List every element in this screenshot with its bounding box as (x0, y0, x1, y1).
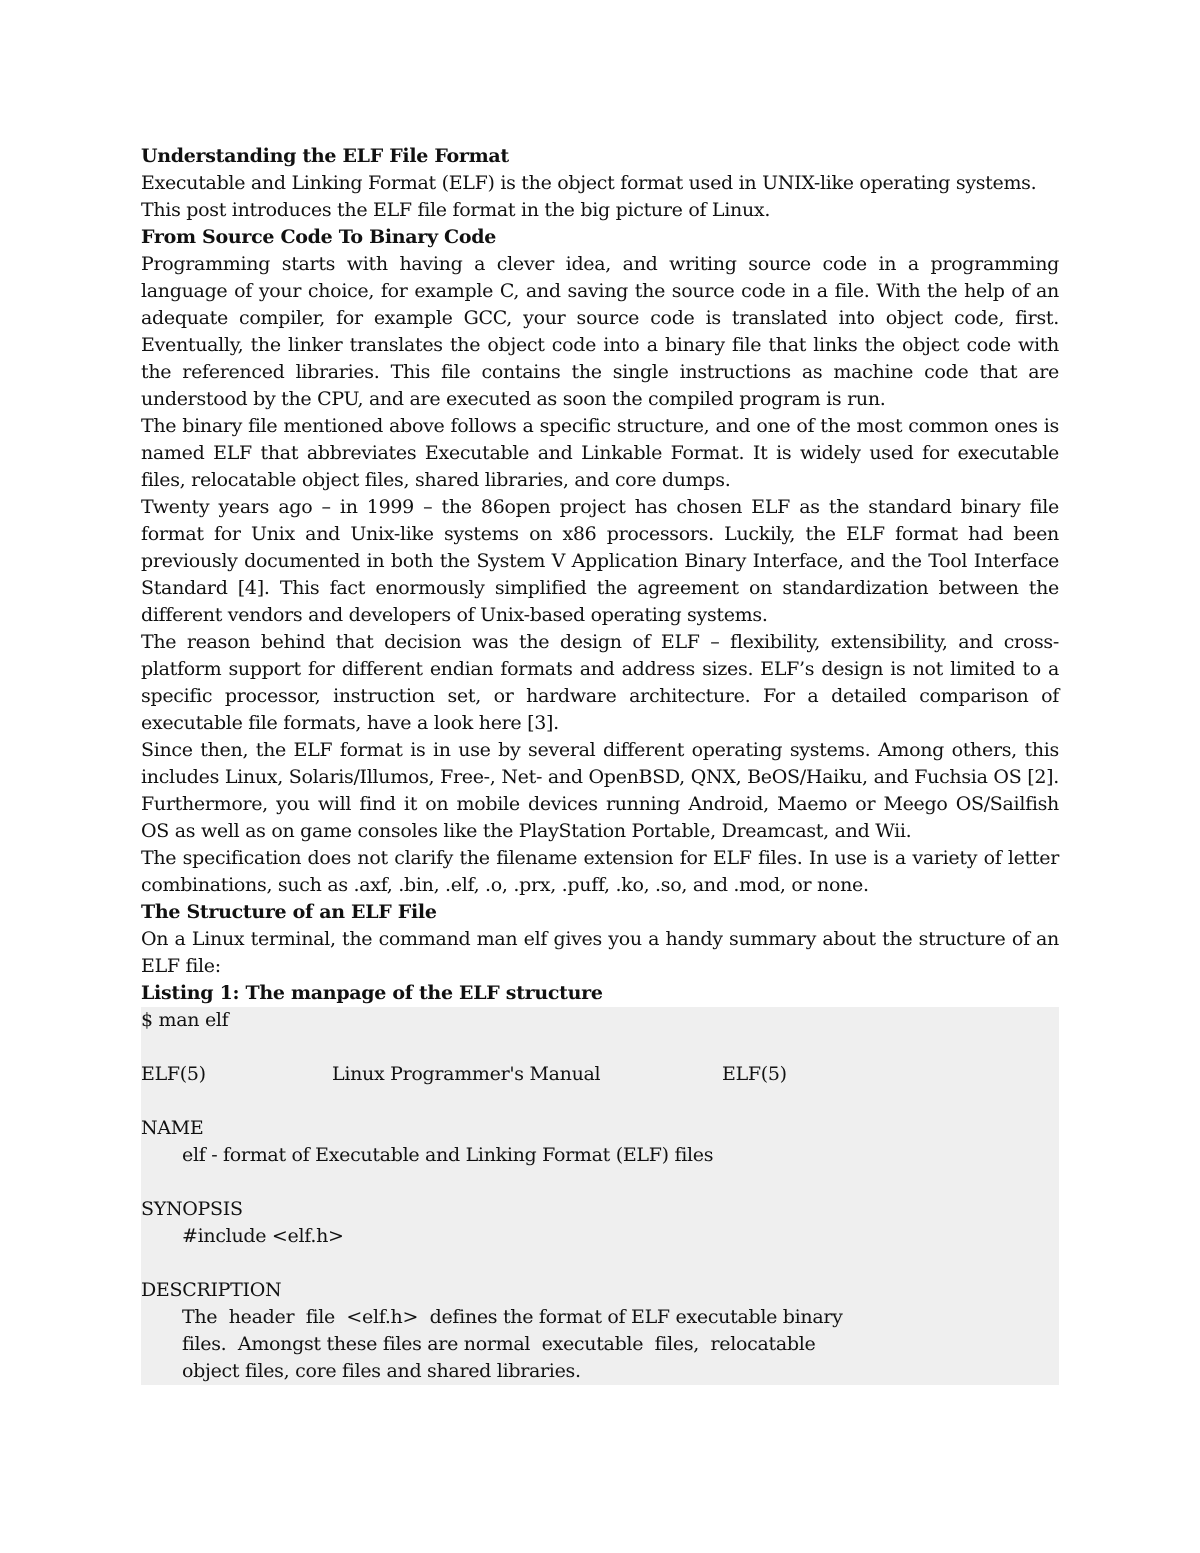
manpage-synopsis-label: SYNOPSIS (141, 1198, 243, 1220)
paragraph: Since then, the ELF format is in use by several different operating systems. Among others, this includes Linux, Solaris/Illumos, Free-, Net- and OpenBSD, QNX, BeOS/Haiku, and Fuchsia OS [2]. Furthermore, you will find it on mobile devices running Android, Maemo or Meego OS/Sailfish OS as well as on game consoles like the PlayStation Portable, Dreamcast, and Wii. (141, 739, 1059, 842)
manpage-header-left: ELF(5) (141, 1063, 206, 1085)
blank-line (141, 1250, 1059, 1277)
manpage-header (141, 1061, 1059, 1088)
manpage-name-label: NAME (141, 1117, 204, 1139)
blank-line (141, 1034, 1059, 1061)
manpage-synopsis-text: #include <elf.h> (182, 1225, 344, 1247)
listing-title: Listing 1: The manpage of the ELF structure (141, 982, 603, 1004)
document-page (141, 143, 1059, 1385)
manpage-description-line: The header file <elf.h> defines the format of ELF executable binary (182, 1306, 843, 1328)
section-heading-elf-structure: The Structure of an ELF File (141, 901, 437, 923)
manpage-header-right: ELF(5) (722, 1063, 787, 1085)
code-listing (141, 1007, 1059, 1385)
manpage-header-center: Linux Programmer's Manual (332, 1063, 601, 1085)
intro-paragraph: Executable and Linking Format (ELF) is the object format used in UNIX-like operating systems. This post introduces the ELF file format in the big picture of Linux. (141, 172, 1037, 221)
page-title: Understanding the ELF File Format (141, 145, 509, 167)
paragraph: Twenty years ago – in 1999 – the 86open project has chosen ELF as the standard binary file format for Unix and Unix-like systems on x86 processors. Luckily, the ELF format had been previously documented in both the System V Application Binary Interface, and the Tool Interface Standard [4]. This fact enormously simplified the agreement on standardization between the different vendors and developers of Unix-based operating systems. (141, 496, 1059, 626)
paragraph: The specification does not clarify the filename extension for ELF files. In use is a variety of letter combinations, such as .axf, .bin, .elf, .o, .prx, .puff, .ko, .so, and .mod, or none. (141, 847, 1059, 896)
blank-line (141, 1169, 1059, 1196)
paragraph: On a Linux terminal, the command man elf gives you a handy summary about the structure of an ELF file: (141, 928, 1059, 977)
paragraph: The reason behind that decision was the design of ELF – flexibility, extensibility, and cross-platform support for different endian formats and address sizes. ELF’s design is not limited to a specific processor, instruction set, or hardware architecture. For a detailed comparison of executable file formats, have a look here [3]. (141, 631, 1059, 734)
section-heading-source-to-binary: From Source Code To Binary Code (141, 226, 497, 248)
manpage-description-line: files. Amongst these files are normal executable files, relocatable (182, 1333, 816, 1355)
paragraph: The binary file mentioned above follows a specific structure, and one of the most common ones is named ELF that abbreviates Executable and Linkable Format. It is widely used for executable files, relocatable object files, shared libraries, and core dumps. (141, 415, 1059, 491)
paragraph: Programming starts with having a clever idea, and writing source code in a programming language of your choice, for example C, and saving the source code in a file. With the help of an adequate compiler, for example GCC, your source code is translated into object code, first. Eventually, the linker translates the object code into a binary file that links the object code with the referenced libraries. This file contains the single instructions as machine code that are understood by the CPU, and are executed as soon the compiled program is run. (141, 253, 1059, 410)
manpage-description-line: object files, core files and shared libraries. (182, 1360, 581, 1382)
manpage-name-text: elf - format of Executable and Linking Format (ELF) files (182, 1144, 714, 1166)
blank-line (141, 1088, 1059, 1115)
listing-command: $ man elf (141, 1009, 229, 1031)
manpage-description-label: DESCRIPTION (141, 1279, 282, 1301)
